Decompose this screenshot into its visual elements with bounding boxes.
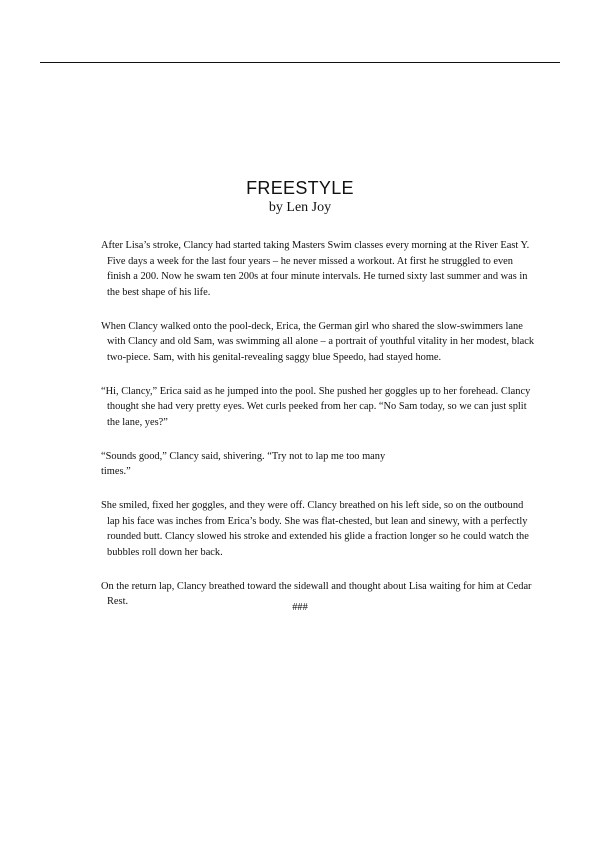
paragraph-1 [101,238,529,300]
text-line: When Clancy walked onto the pool-deck, Erica, the German girl who shared the slow-swimmers lane [101,320,523,332]
text-line: bubbles roll down her back. [107,546,223,558]
paragraph-5 [101,498,529,560]
text-line: Five days a week for the last four years – he never missed a workout. At first he struggled to even [107,255,513,267]
top-rule [40,62,560,63]
text-line: two-piece. Sam, with his genital-revealing saggy blue Speedo, had stayed home. [107,351,442,363]
text-line: the best shape of his life. [107,286,211,298]
text-line: lap his face was inches from Erica’s body. She was flat-chested, but lean and sinewy, with a perfectly [107,515,528,527]
story-body [101,238,535,628]
text-line: rounded butt. Clancy slowed his stroke and extended his glide a fraction longer so he could watch the [107,531,529,542]
text-line: with Clancy and old Sam, was swimming all alone – a portrait of youthful vitality in her modest, black [107,336,535,347]
paragraph-2 [101,319,535,366]
text-line: “Sounds good,” Clancy said, shivering. “Try not to lap me too many [101,450,386,462]
text-line: Rest. [107,596,129,607]
paragraph-3 [101,384,529,431]
text-line: times.” [101,466,131,477]
story-title: FREESTYLE [246,178,354,198]
text-line: After Lisa’s stroke, Clancy had started taking Masters Swim classes every morning at the River East Y. [101,240,530,251]
byline: by Len Joy [268,200,332,215]
text-line: thought she had very pretty eyes. Wet curls peeked from her cap. “No Sam today, so we can just split [107,401,527,412]
end-mark: ### [292,602,308,613]
text-line: On the return lap, Clancy breathed toward the sidewall and thought about Lisa waiting for him at Cedar [101,580,532,592]
text-line: finish a 200. Now he swam ten 200s at four minute intervals. He turned sixty last summer and was in [107,271,528,282]
text-line: She smiled, fixed her goggles, and they were off. Clancy breathed on his left side, so on the outbound [101,500,524,511]
paragraph-4 [101,449,529,480]
text-line: “Hi, Clancy,” Erica said as he jumped into the pool. She pushed her goggles up to her forehead. Clancy [101,385,531,397]
text-line: the lane, yes?” [107,416,168,428]
